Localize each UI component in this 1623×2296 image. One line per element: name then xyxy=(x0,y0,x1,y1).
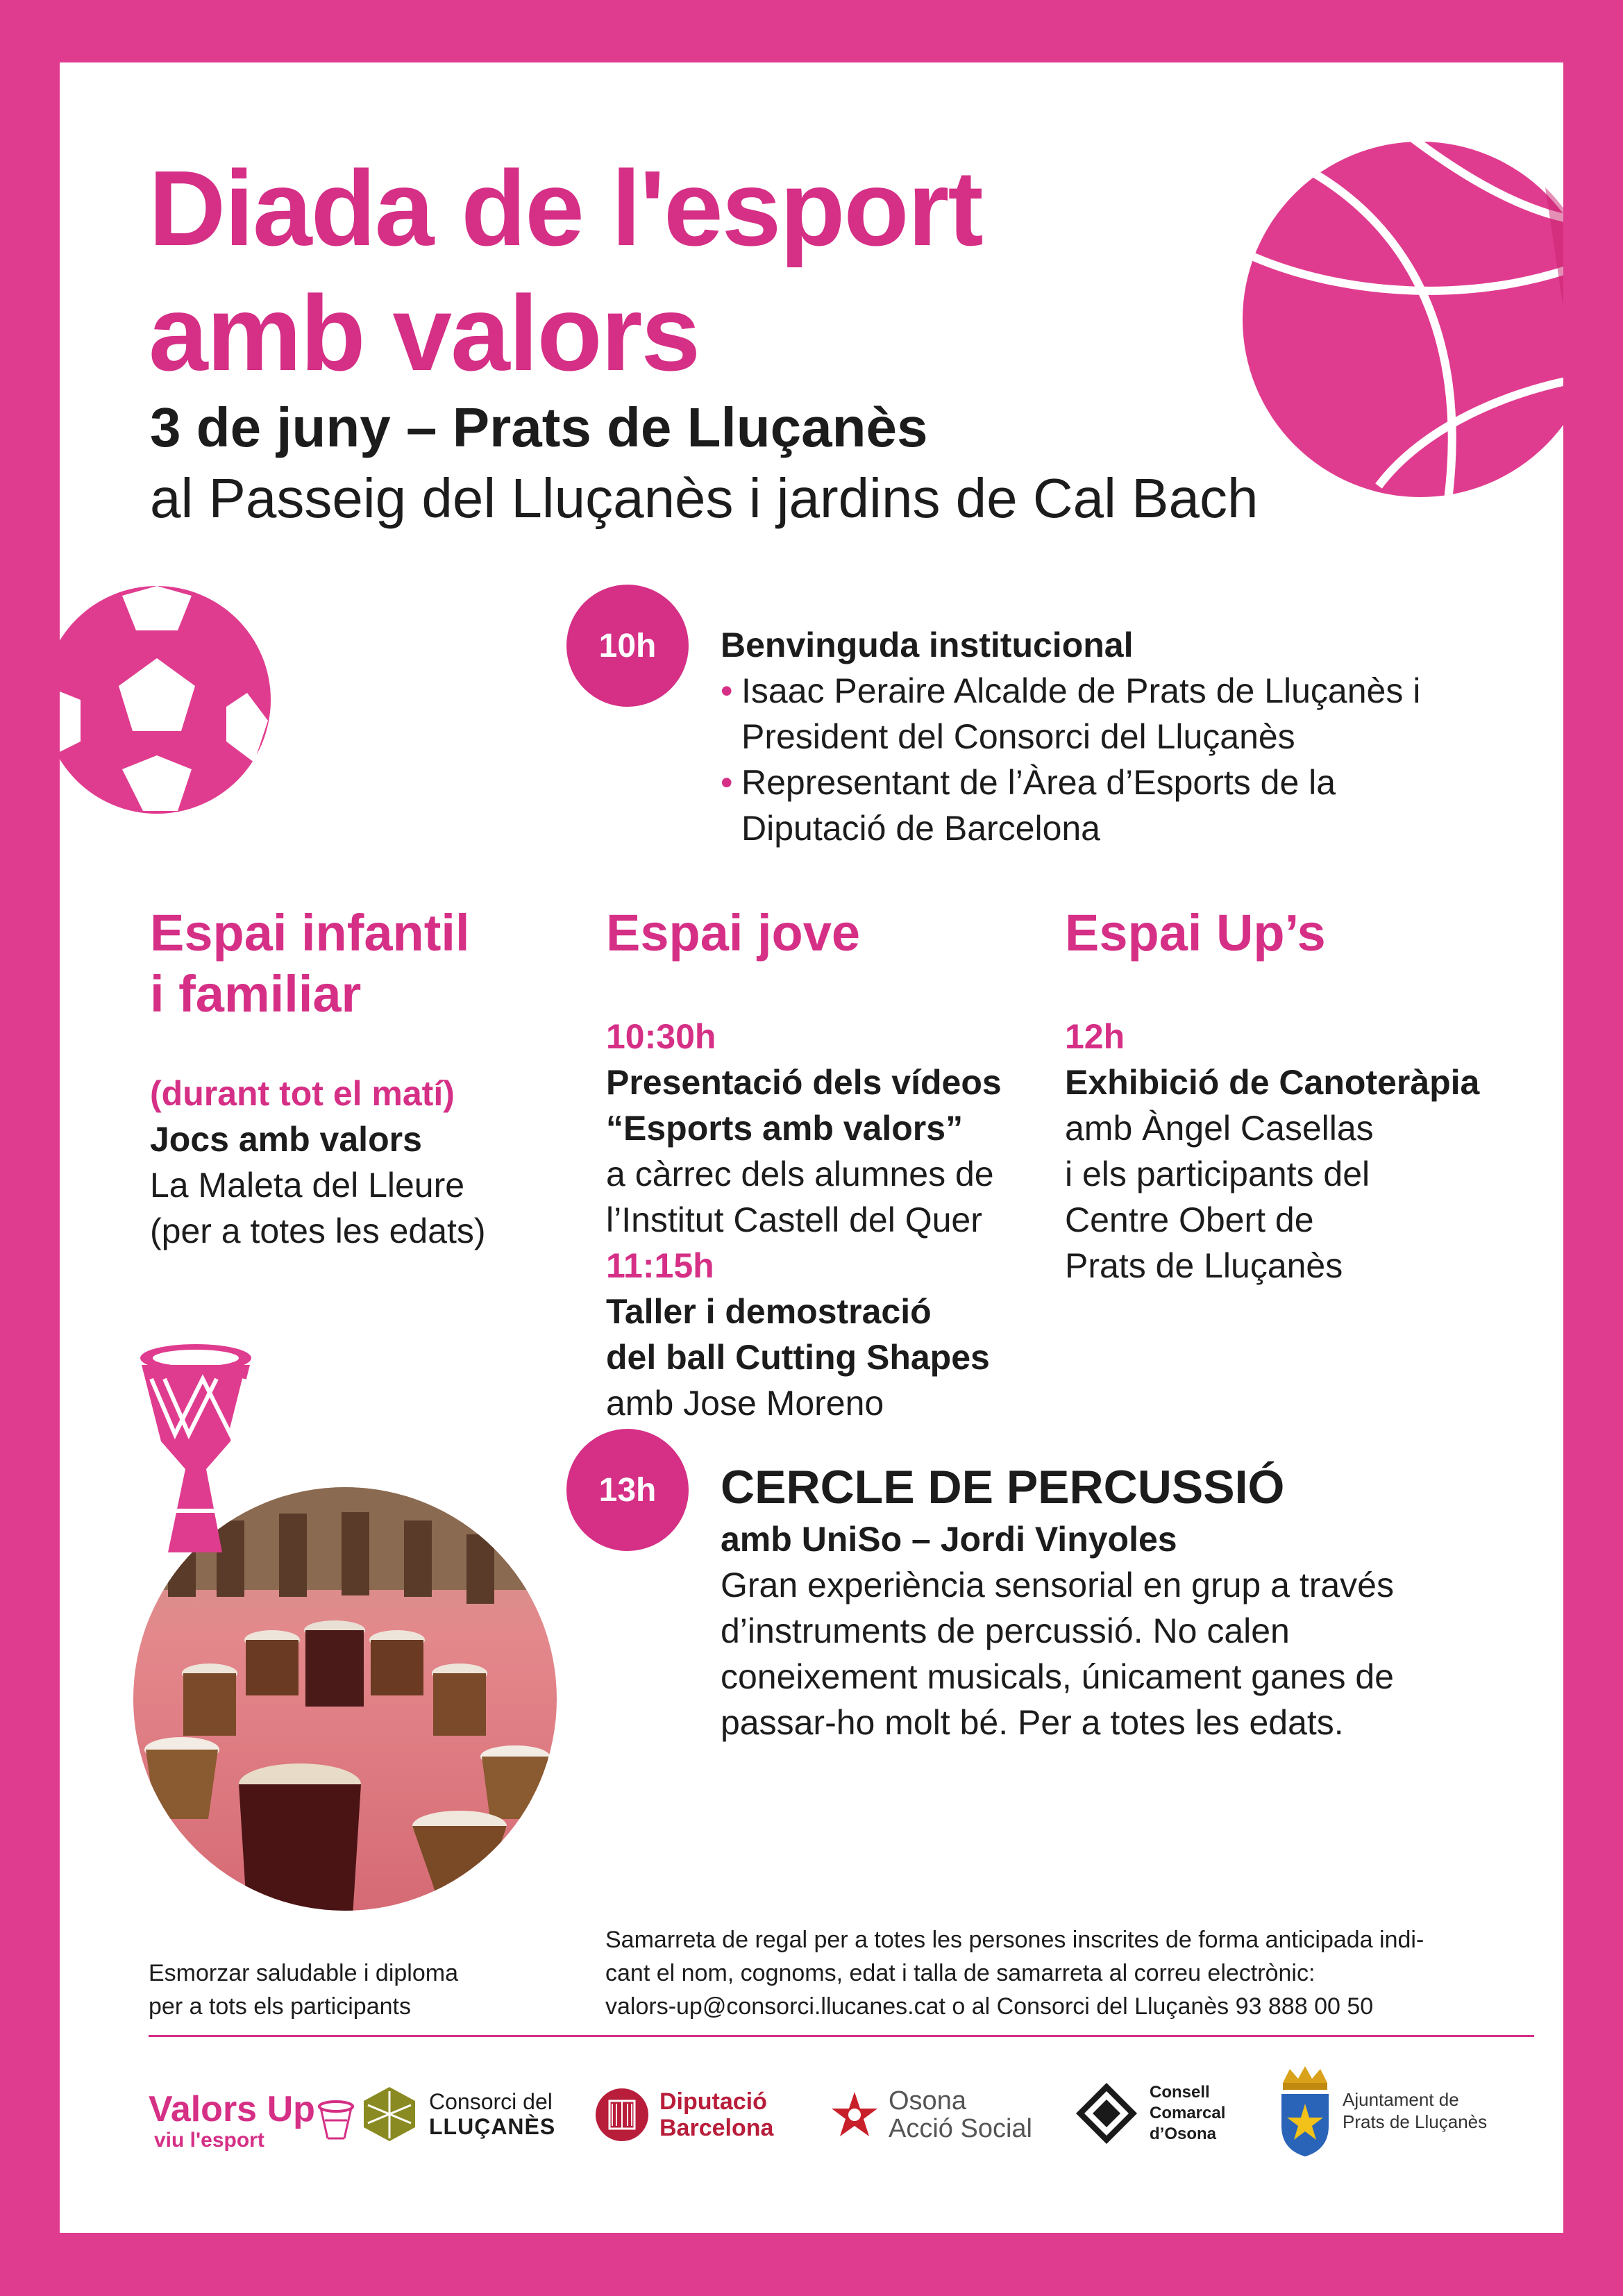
event-title xyxy=(149,146,982,396)
bullet-dot-icon: • xyxy=(721,763,733,802)
column-ups xyxy=(1065,903,1509,1289)
logo-consorci-llucanes xyxy=(360,2084,555,2144)
djembe-icon xyxy=(126,1337,265,1559)
logo-text: LLUÇANÈS xyxy=(429,2114,556,2139)
percussion-title: CERCLE DE PERCUSSIÓ xyxy=(721,1461,1285,1514)
event-location: al Passeig del Lluçanès i jardins de Cal Bach xyxy=(150,467,1259,529)
column-title: i familiar xyxy=(150,965,362,1023)
activity-desc: Centre Obert de xyxy=(1065,1200,1314,1239)
note-line: Samarreta de regal per a totes les persones inscrites de forma anticipada indi- xyxy=(605,1927,1424,1953)
activity-desc: amb Àngel Casellas xyxy=(1065,1109,1374,1148)
activity-title: Exhibició de Canoteràpia xyxy=(1065,1063,1480,1102)
activity-title: Jocs amb valors xyxy=(150,1120,422,1159)
welcome-bullet xyxy=(721,760,1519,851)
time-label: (durant tot el matí) xyxy=(150,1074,455,1113)
white-sheet xyxy=(60,62,1563,2233)
percussion-desc: coneixement musicals, únicament ganes de xyxy=(721,1657,1394,1696)
activity-desc: Prats de Lluçanès xyxy=(1065,1246,1343,1285)
note-line: cant el nom, cognoms, edat i talla de samarreta al correu electrònic: xyxy=(605,1960,1315,1986)
logo-text: Osona xyxy=(889,2086,966,2115)
logo-text: Comarcal xyxy=(1150,2104,1226,2122)
basket-hoop-icon xyxy=(315,2097,357,2145)
percussion-desc: d’instruments de percussió. No calen xyxy=(721,1611,1290,1650)
bullet-text: Isaac Peraire Alcalde de Prats de Lluçanès i xyxy=(741,671,1421,710)
column-title: Espai infantil xyxy=(150,904,470,962)
welcome-bullet xyxy=(721,668,1519,760)
column-title: Espai jove xyxy=(606,904,861,962)
activity-desc: amb Jose Moreno xyxy=(606,1384,884,1423)
activity-title: Presentació dels vídeos xyxy=(606,1063,1002,1102)
footer-right-note xyxy=(605,1923,1536,2023)
logo-text: Valors xyxy=(149,2089,258,2129)
logo-ajuntament-prats xyxy=(1276,2062,1487,2159)
logo-tagline: viu l'esport xyxy=(154,2129,264,2152)
time-label: 10:30h xyxy=(606,1017,716,1056)
activity-desc: l’Institut Castell del Quer xyxy=(606,1200,982,1239)
activity-title: “Esports amb valors” xyxy=(606,1109,964,1148)
note-line: Esmorzar saludable i diploma xyxy=(149,1960,458,1986)
welcome-block xyxy=(721,622,1519,851)
activity-title: del ball Cutting Shapes xyxy=(606,1338,990,1377)
time-badge-10h: 10h xyxy=(566,585,689,707)
activity-desc: i els participants del xyxy=(1065,1155,1370,1193)
logo-text: d’Osona xyxy=(1150,2125,1217,2143)
time-label: 12h xyxy=(1065,1017,1125,1056)
logo-text: Diputació xyxy=(659,2088,767,2115)
ajuntament-coat-of-arms-icon xyxy=(1276,2062,1334,2159)
logo-diputacio-barcelona xyxy=(594,2087,773,2143)
event-date-place: 3 de juny – Prats de Lluçanès xyxy=(150,396,928,458)
title-line-1: Diada de l'esport xyxy=(149,149,982,268)
column-jove xyxy=(606,903,1050,1426)
time-badge-13h: 13h xyxy=(566,1429,689,1551)
title-line-2: amb valors xyxy=(149,274,700,393)
soccer-ball-icon xyxy=(60,582,275,818)
logo-valors-up xyxy=(149,2069,357,2173)
percussion-by: amb UniSo – Jordi Vinyoles xyxy=(721,1520,1177,1559)
note-line: per a tots els participants xyxy=(149,1993,411,2020)
logo-text: Barcelona xyxy=(659,2115,774,2141)
logo-text: Ajuntament de xyxy=(1343,2089,1459,2110)
footer-left-note xyxy=(149,1956,565,2023)
percussion-desc: passar-ho molt bé. Per a totes les edats. xyxy=(721,1703,1344,1742)
logo-text: Consorci del xyxy=(429,2089,553,2114)
activity-desc: a càrrec dels alumnes de xyxy=(606,1155,994,1193)
diputacio-shield-icon xyxy=(594,2087,650,2143)
consell-emblem-icon xyxy=(1073,2080,1140,2147)
activity-desc: (per a totes les edats) xyxy=(150,1212,486,1250)
logo-text: Up xyxy=(267,2089,315,2129)
time-label: 11:15h xyxy=(606,1246,714,1285)
welcome-heading: Benvinguda institucional xyxy=(721,626,1134,664)
percussion-block xyxy=(721,1458,1540,1745)
logo-text: Prats de Lluçanès xyxy=(1343,2111,1488,2132)
bullet-text: President del Consorci del Lluçanès xyxy=(741,717,1295,756)
footer-divider xyxy=(149,2035,1534,2037)
note-line: valors-up@consorci.llucanes.cat o al Consorci del Lluçanès 93 888 00 50 xyxy=(605,1993,1374,2020)
logo-text: Consell xyxy=(1150,2083,1210,2102)
basketball-icon xyxy=(1240,139,1563,500)
column-title: Espai Up’s xyxy=(1065,904,1326,962)
bullet-text: Diputació de Barcelona xyxy=(741,809,1100,848)
bullet-text: Representant de l’Àrea d’Esports de la xyxy=(741,763,1336,802)
logo-consell-comarcal-osona xyxy=(1073,2080,1225,2147)
activity-desc: La Maleta del Lleure xyxy=(150,1166,465,1205)
percussion-desc: Gran experiència sensorial en grup a través xyxy=(721,1566,1394,1604)
logo-osona-accio-social xyxy=(829,2087,1032,2143)
osona-star-icon xyxy=(829,2089,880,2140)
column-infantil xyxy=(150,903,566,1254)
activity-title: Taller i demostració xyxy=(606,1292,932,1331)
consorci-leaf-icon xyxy=(360,2084,419,2144)
bullet-dot-icon: • xyxy=(721,671,733,710)
logo-text: Acció Social xyxy=(889,2114,1032,2143)
